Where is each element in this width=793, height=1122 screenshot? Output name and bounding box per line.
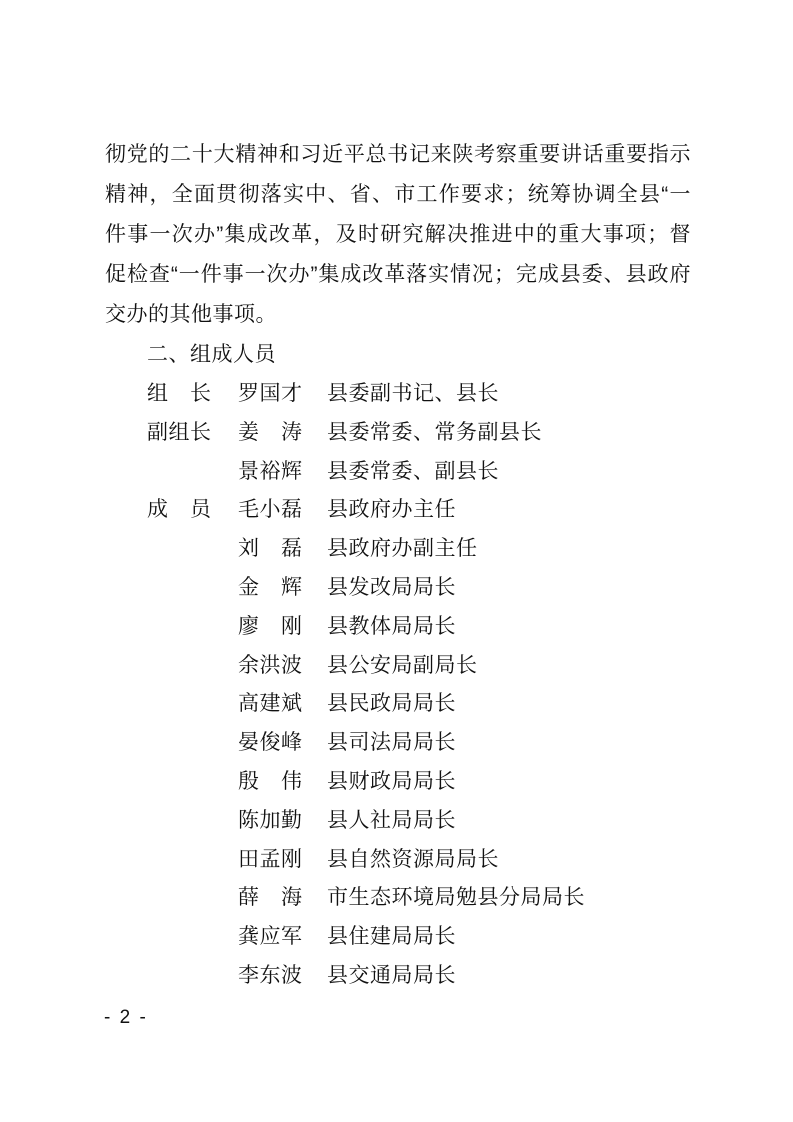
roster-role: 成 员 xyxy=(147,498,212,522)
roster-name: 陈加勤 xyxy=(238,808,303,832)
roster-list xyxy=(105,375,691,996)
roster-name: 姜 涛 xyxy=(238,420,303,444)
roster-role xyxy=(147,453,238,492)
roster-role xyxy=(147,685,238,724)
roster-name: 薛 海 xyxy=(238,886,303,910)
roster-role xyxy=(147,957,238,996)
roster-row xyxy=(105,569,691,608)
roster-row xyxy=(105,763,691,802)
roster-title: 县政府办主任 xyxy=(327,498,456,522)
roster-role xyxy=(147,918,238,957)
roster-name: 余洪波 xyxy=(238,653,303,677)
roster-name: 刘 磊 xyxy=(238,537,303,561)
roster-row xyxy=(105,802,691,841)
roster-name: 金 辉 xyxy=(238,575,303,599)
roster-name: 高建斌 xyxy=(238,692,303,716)
roster-role xyxy=(147,802,238,841)
document-body xyxy=(105,135,691,996)
roster-title: 县民政局局长 xyxy=(327,692,456,716)
roster-title: 县自然资源局局长 xyxy=(327,847,499,871)
roster-row xyxy=(105,957,691,996)
roster-title: 县政府办副主任 xyxy=(327,537,478,561)
roster-name: 廖 刚 xyxy=(238,614,303,638)
roster-row xyxy=(105,453,691,492)
roster-title: 市生态环境局勉县分局局长 xyxy=(327,886,585,910)
roster-name: 殷 伟 xyxy=(238,769,303,793)
body-paragraph: 彻党的二十大精神和习近平总书记来陕考察重要讲话重要指示精神，全面贯彻落实中、省、市工作要求；统筹协调全县“一件事一次办”集成改革，及时研究解决推进中的重大事项；督促检查“一件事一次办”集成改革落实情况；完成县委、县政府交办的其他事项。 xyxy=(105,143,691,326)
roster-role xyxy=(147,608,238,647)
roster-role: 副组长 xyxy=(147,420,212,444)
roster-row xyxy=(105,530,691,569)
roster-name: 晏俊峰 xyxy=(238,731,303,755)
roster-name: 罗国才 xyxy=(238,382,303,405)
section-heading: 二、组成人员 xyxy=(147,343,276,366)
roster-name: 李东波 xyxy=(238,963,303,987)
roster-row xyxy=(105,491,691,530)
roster-role xyxy=(147,879,238,918)
roster-title: 县教体局局长 xyxy=(327,614,456,638)
roster-role xyxy=(147,724,238,763)
roster-title: 县财政局局长 xyxy=(327,769,456,793)
roster-title: 县委常委、副县长 xyxy=(327,459,499,483)
roster-title: 县发改局局长 xyxy=(327,575,456,599)
roster-role xyxy=(147,647,238,686)
roster-row xyxy=(105,414,691,453)
roster-title: 县住建局局长 xyxy=(327,925,456,949)
page-number: - 2 - xyxy=(104,1007,148,1028)
roster-title: 县公安局副局长 xyxy=(327,653,478,677)
roster-row xyxy=(105,647,691,686)
roster-title: 县交通局局长 xyxy=(327,963,456,987)
roster-row xyxy=(105,375,691,414)
roster-name: 景裕辉 xyxy=(238,459,303,483)
roster-row xyxy=(105,918,691,957)
roster-title: 县委副书记、县长 xyxy=(327,382,499,405)
roster-row xyxy=(105,685,691,724)
roster-row xyxy=(105,608,691,647)
roster-role xyxy=(147,841,238,880)
roster-role xyxy=(147,569,238,608)
roster-row xyxy=(105,724,691,763)
roster-row xyxy=(105,841,691,880)
roster-title: 县委常委、常务副县长 xyxy=(327,420,542,444)
roster-role: 组 长 xyxy=(147,382,212,405)
roster-row xyxy=(105,879,691,918)
roster-title: 县人社局局长 xyxy=(327,808,456,832)
roster-role xyxy=(147,530,238,569)
roster-title: 县司法局局长 xyxy=(327,731,456,755)
roster-name: 龚应军 xyxy=(238,925,303,949)
roster-role xyxy=(147,763,238,802)
roster-name: 田孟刚 xyxy=(238,847,303,871)
roster-name: 毛小磊 xyxy=(238,498,303,522)
